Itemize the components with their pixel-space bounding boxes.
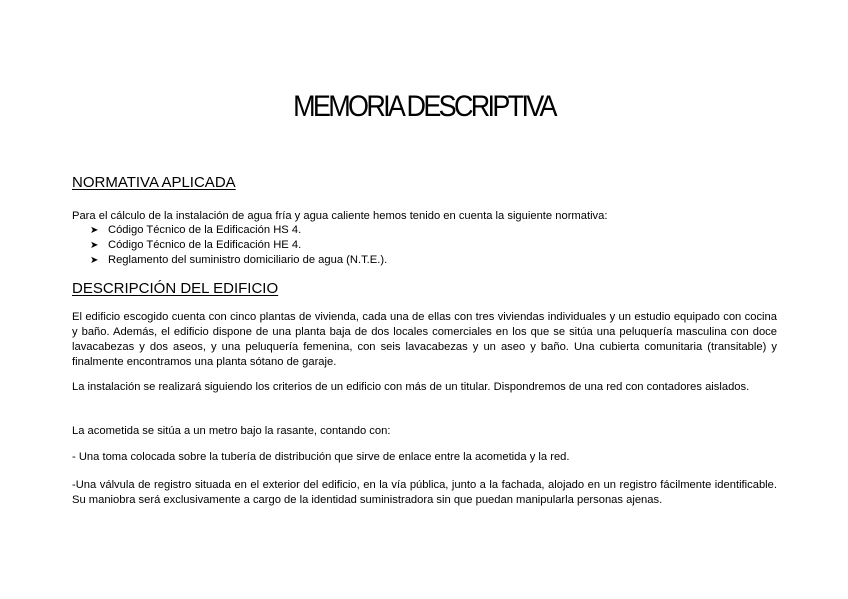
normativa-bullet-list	[90, 223, 387, 268]
normativa-intro-paragraph: Para el cálculo de la instalación de agua fría y agua caliente hemos tenido en cuenta la siguiente normativa:	[72, 210, 608, 222]
descripcion-paragraph-5: -Una válvula de registro situada en el exterior del edificio, en la vía pública, junto a la fachada, alojado en un registro fácilmente identificable. Su maniobra será exclusivamente a cargo de la identidad suministradora sin que puedan manipularla personas ajenas.	[72, 479, 777, 506]
arrow-bullet-icon: ➤	[90, 255, 99, 266]
list-item	[90, 238, 387, 253]
list-item	[90, 223, 387, 238]
descripcion-paragraph-3: La acometida se sitúa a un metro bajo la rasante, contando con:	[72, 425, 391, 437]
descripcion-paragraph-4: - Una toma colocada sobre la tubería de distribución que sirve de enlace entre la acometida y la red.	[72, 451, 570, 463]
arrow-bullet-icon: ➤	[90, 240, 99, 251]
list-item-text: Reglamento del suministro domiciliario de agua (N.T.E.).	[108, 254, 388, 266]
list-item-text: Código Técnico de la Edificación HE 4.	[108, 239, 302, 251]
list-item	[90, 253, 387, 268]
descripcion-paragraph-1: El edificio escogido cuenta con cinco plantas de vivienda, cada una de ellas con tres viviendas individuales y un estudio equipado con cocina y baño. Además, el edificio dispone de una planta baja de dos locales comerciales en los que se sitúa una peluquería masculina con doce lavacabezas y dos aseos, y una peluquería femenina, con seis lavacabezas y un aseo y baño. Una cubierta comunitaria (transitable) y finalmente encontramos una planta sótano de garaje.	[72, 311, 777, 368]
section-heading-descripcion: DESCRIPCIÓN DEL EDIFICIO	[72, 280, 279, 297]
document-title: MEMORIA DESCRIPTIVA	[293, 90, 555, 123]
section-heading-normativa: NORMATIVA APLICADA	[72, 174, 236, 191]
descripcion-paragraph-2: La instalación se realizará siguiendo los criterios de un edificio con más de un titular. Dispondremos de una red con contadores aislados.	[72, 381, 750, 393]
arrow-bullet-icon: ➤	[90, 225, 99, 236]
list-item-text: Código Técnico de la Edificación HS 4.	[108, 224, 302, 236]
